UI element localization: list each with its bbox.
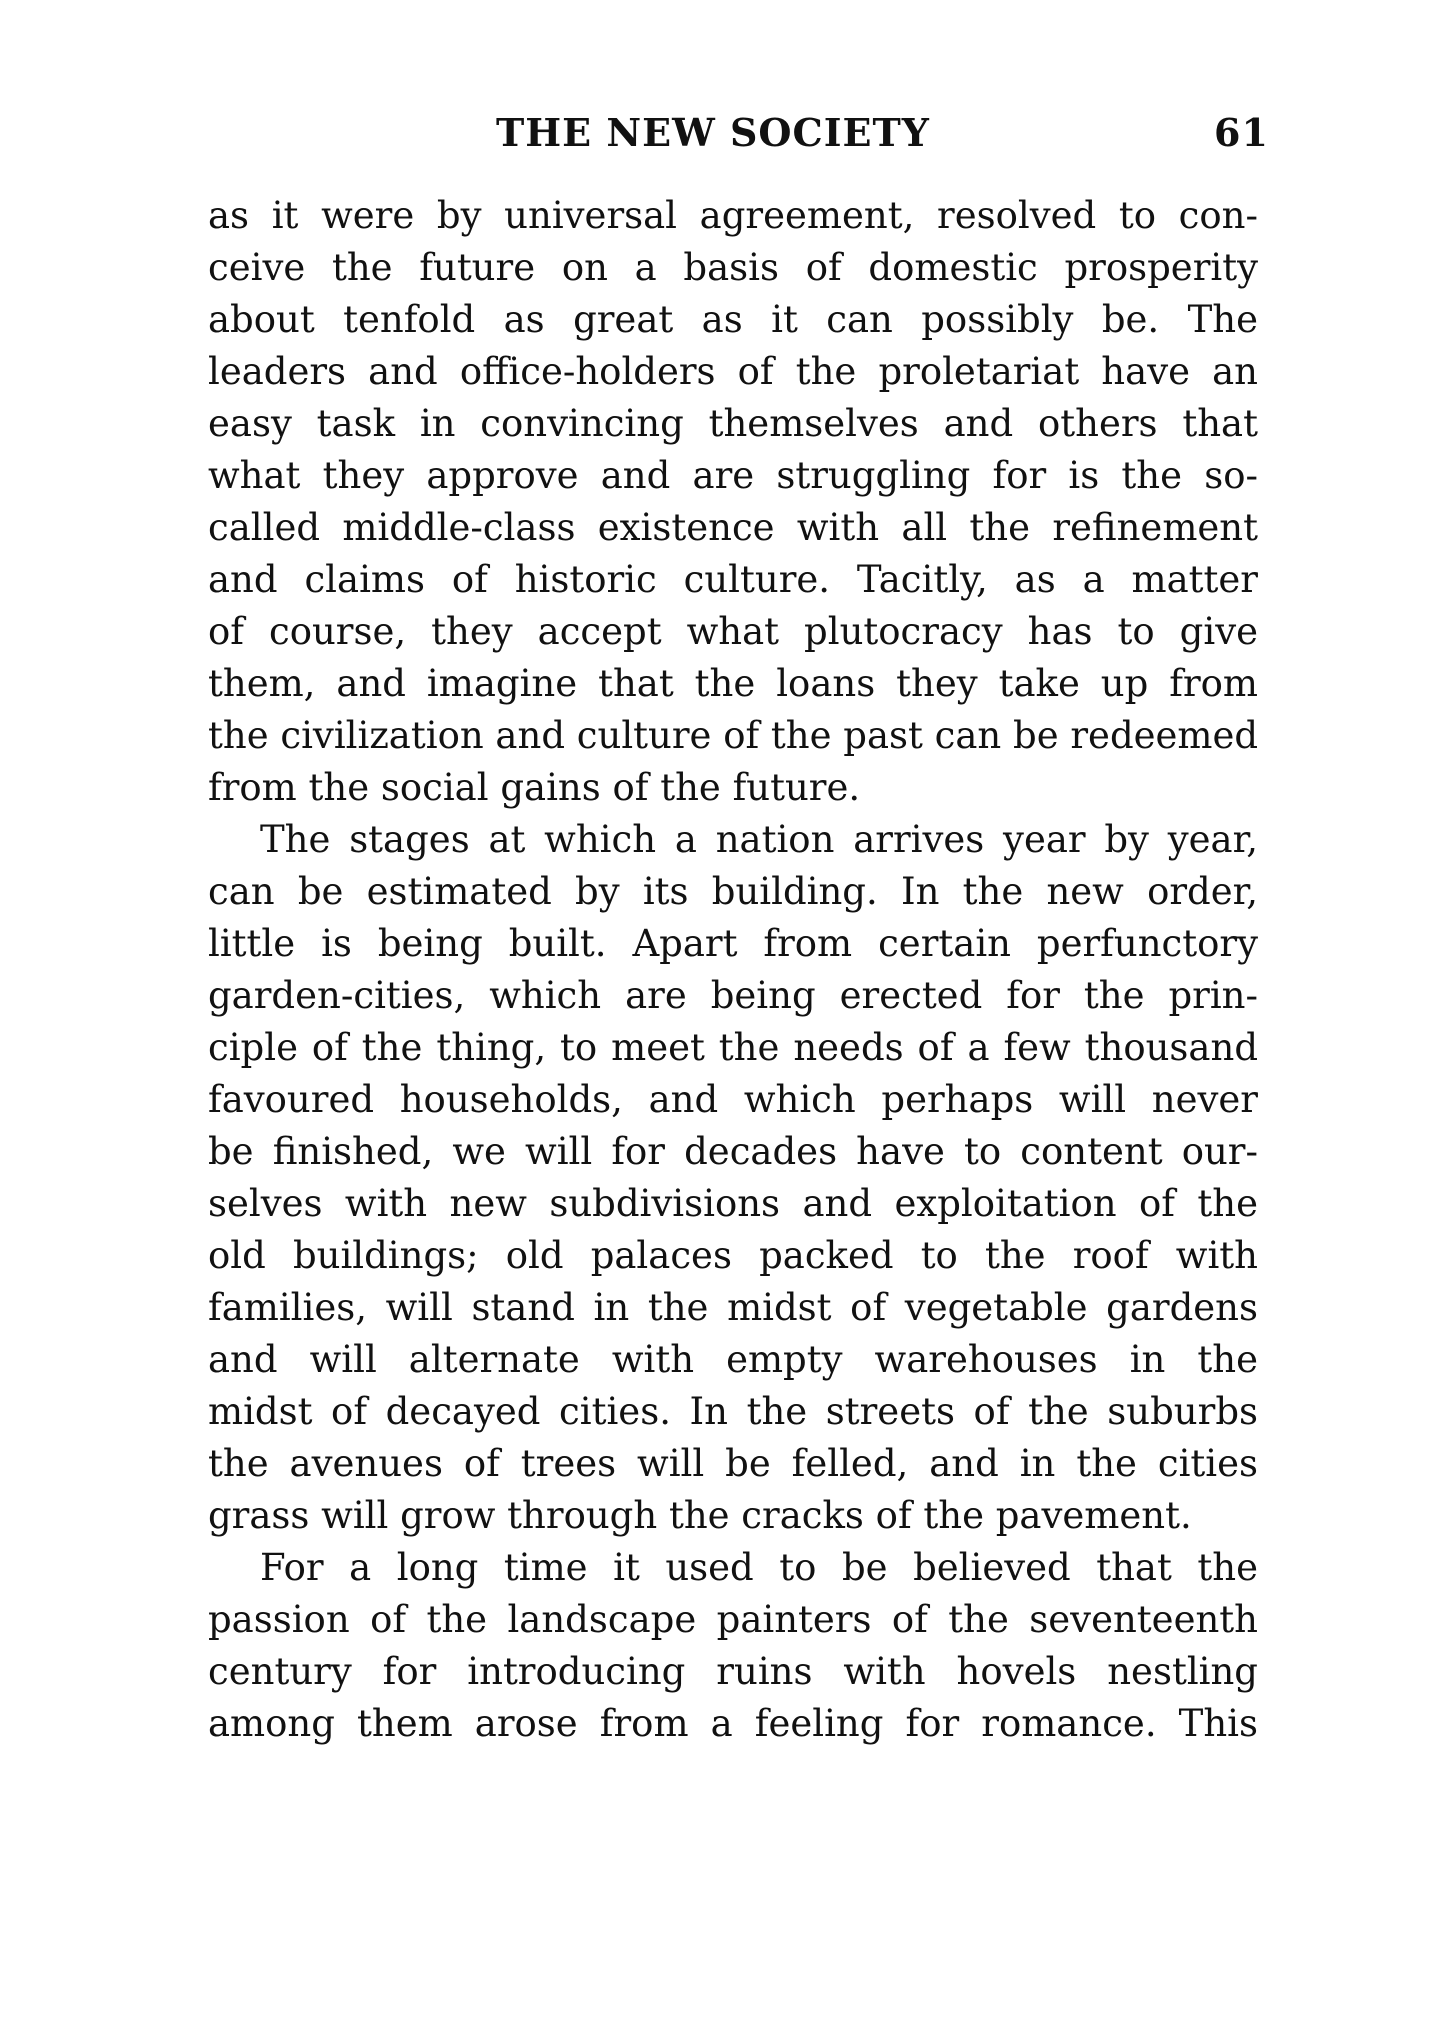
text-line: the avenues of trees will be felled, and in the cities: [208, 1442, 1258, 1485]
text-line: old buildings; old palaces packed to the roof with: [208, 1234, 1258, 1277]
body-text: [208, 190, 1258, 1750]
page-number: 61: [1214, 110, 1269, 155]
text-line: For a long time it used to be believed that the: [260, 1546, 1258, 1589]
running-header-title: THE NEW SOCIETY: [496, 110, 930, 155]
text-line: of course, they accept what plutocracy has to give: [208, 610, 1258, 653]
text-line: selves with new subdivisions and exploitation of the: [208, 1182, 1258, 1225]
text-line: favoured households, and which perhaps will never: [208, 1078, 1258, 1121]
text-line: century for introducing ruins with hovels nestling: [208, 1650, 1258, 1693]
text-line: leaders and office-holders of the proletariat have an: [208, 350, 1258, 393]
text-line: passion of the landscape painters of the seventeenth: [208, 1598, 1258, 1641]
paragraph: [208, 1542, 1258, 1750]
text-line: called middle-class existence with all the refinement: [208, 506, 1258, 549]
text-line: and will alternate with empty warehouses in the: [208, 1338, 1258, 1381]
text-line: garden-cities, which are being erected for the prin-: [208, 974, 1258, 1017]
text-line: what they approve and are struggling for is the so-: [208, 454, 1258, 497]
text-line: ceive the future on a basis of domestic prosperity: [208, 246, 1258, 289]
text-line: ciple of the thing, to meet the needs of a few thousand: [208, 1026, 1258, 1069]
text-line: be finished, we will for decades have to content our-: [208, 1130, 1258, 1173]
text-line: midst of decayed cities. In the streets of the suburbs: [208, 1390, 1258, 1433]
text-line: The stages at which a nation arrives year by year,: [260, 818, 1258, 861]
text-line: families, will stand in the midst of vegetable gardens: [208, 1286, 1258, 1329]
text-line: the civilization and culture of the past can be redeemed: [208, 714, 1258, 757]
text-line: about tenfold as great as it can possibly be. The: [208, 298, 1258, 341]
text-line: grass will grow through the cracks of the pavement.: [208, 1494, 1192, 1537]
text-line: from the social gains of the future.: [208, 766, 861, 809]
text-line: easy task in convincing themselves and others that: [208, 402, 1258, 445]
text-line: can be estimated by its building. In the new order,: [208, 870, 1258, 913]
text-line: little is being built. Apart from certain perfunctory: [208, 922, 1258, 965]
text-line: among them arose from a feeling for romance. This: [208, 1702, 1258, 1745]
text-line: and claims of historic culture. Tacitly, as a matter: [208, 558, 1258, 601]
text-line: them, and imagine that the loans they take up from: [208, 662, 1258, 705]
paragraph: [208, 190, 1258, 814]
text-line: as it were by universal agreement, resolved to con-: [208, 194, 1258, 237]
paragraph: [208, 814, 1258, 1542]
